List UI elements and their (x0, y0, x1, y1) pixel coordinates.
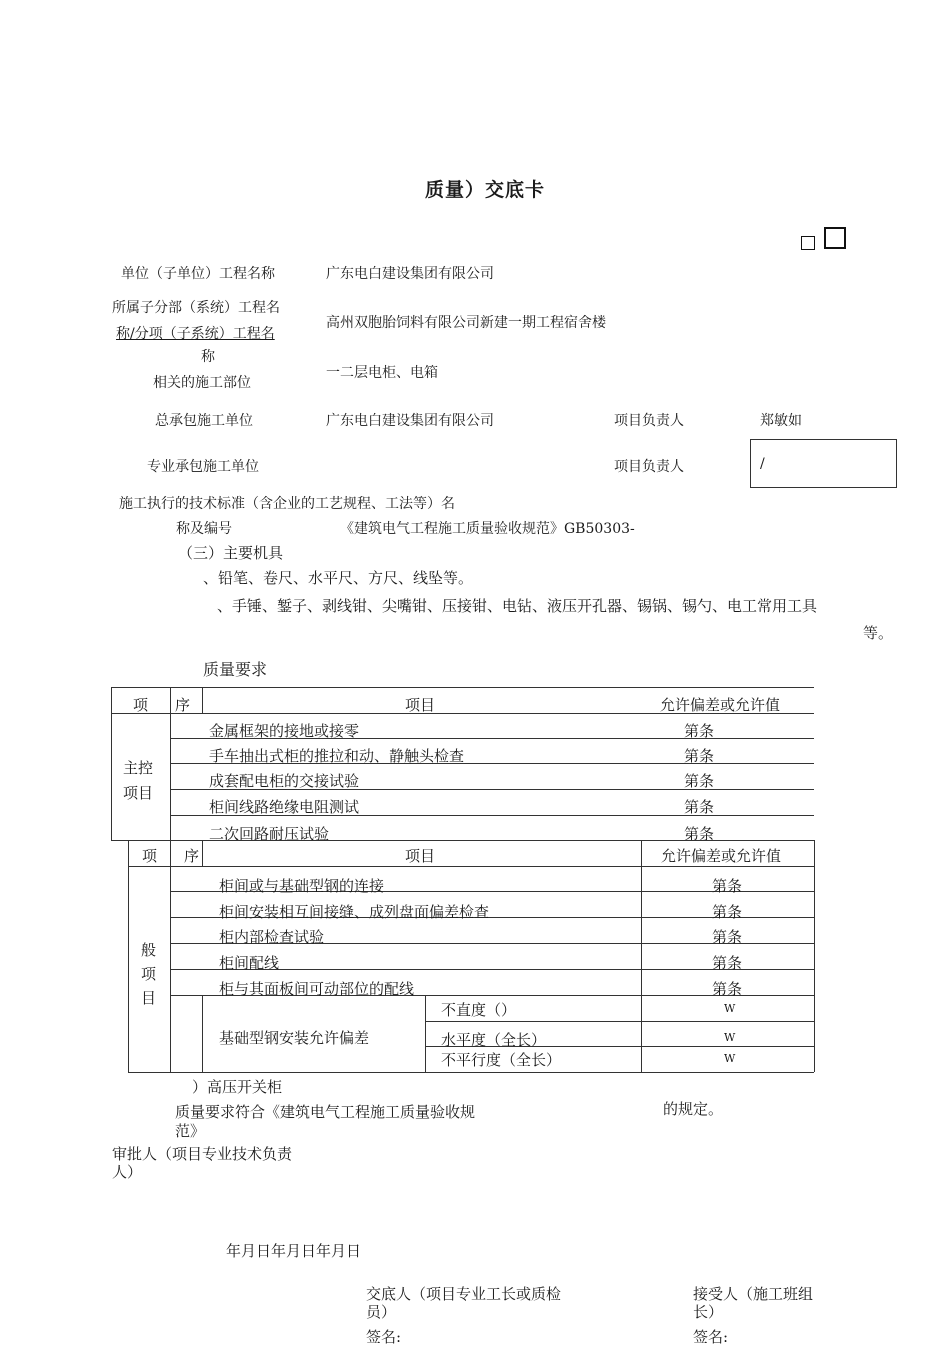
sub-row-name: 不直度（） (441, 1001, 517, 1019)
sub-row-name: 水平度（全长） (441, 1031, 547, 1049)
leader-2-box (750, 439, 897, 488)
general-row-allow: 第条 (712, 903, 743, 921)
general-header-item: 项 (142, 847, 158, 865)
checkbox-large[interactable] (824, 227, 846, 249)
general-header-seq: 序 (184, 847, 200, 865)
unit-value: 广东电白建设集团有限公司 (326, 266, 494, 282)
hv-cabinet: ）高压开关柜 (192, 1078, 283, 1096)
receiver-sign: 签名: (693, 1328, 729, 1346)
general-contractor-label: 总承包施工单位 (155, 413, 253, 429)
project-leader-label-1: 项目负责人 (614, 413, 684, 429)
general-row-allow: 第条 (712, 877, 743, 895)
general-row-allow: 第条 (712, 928, 743, 946)
sub-label-line1: 所属子分部（系统）工程名 (112, 300, 280, 316)
main-row-allow: 第条 (684, 825, 715, 843)
sub-row-allow: W (724, 1031, 736, 1044)
requirement-line1: 质量要求符合《建筑电气工程施工质量验收规 (175, 1103, 476, 1121)
tools-heading: （三）主要机具 (178, 544, 284, 562)
main-row-project: 二次回路耐压试验 (209, 825, 330, 843)
general-group-line1: 般 (141, 941, 157, 959)
special-contractor-label: 专业承包施工单位 (147, 459, 259, 475)
receiver-line1: 接受人（施工班组 (693, 1285, 814, 1303)
general-row-project: 柜间配线 (219, 954, 280, 972)
discloser-line1: 交底人（项目专业工长或质检 (366, 1285, 562, 1303)
checkbox-small[interactable] (801, 236, 815, 250)
approver-line1: 审批人（项目专业技术负责 (112, 1145, 293, 1163)
part-label: 相关的施工部位 (153, 375, 251, 391)
sub-label-line3: 称 (201, 349, 215, 365)
tools-line2: 、手锤、錾子、剥线钳、尖嘴钳、压接钳、电钻、液压开孔器、锡锅、锡勺、电工常用工具 (217, 597, 818, 615)
project-leader-value-2: / (760, 456, 765, 472)
dates-line: 年月日年月日年月日 (226, 1242, 362, 1260)
project-leader-value-1: 郑敏如 (760, 413, 802, 429)
main-group-line1: 主控 (123, 759, 154, 777)
main-group-line2: 项目 (123, 784, 154, 802)
requirement-tail: 的规定。 (663, 1100, 724, 1118)
sub-row-allow: W (724, 1052, 736, 1065)
standard-label-line2: 称及编号 (176, 521, 232, 537)
general-header-project: 项目 (405, 847, 436, 865)
general-row-project: 柜间或与基础型钢的连接 (219, 877, 385, 895)
sub-label-line2: 称/分项（子系统）工程名 (116, 326, 275, 342)
standard-label-line1: 施工执行的技术标准（含企业的工艺规程、工法等）名 (119, 496, 455, 512)
page-title: 质量）交底卡 (425, 179, 546, 201)
main-header-project: 项目 (405, 696, 436, 714)
main-row-allow: 第条 (684, 798, 715, 816)
main-row-allow: 第条 (684, 772, 715, 790)
general-row-project: 柜间安装相互间接缝、成列盘面偏差检查 (219, 903, 490, 921)
tools-line1: 、铅笔、卷尺、水平尺、方尺、线坠等。 (203, 569, 474, 587)
general-group-line3: 目 (141, 989, 157, 1007)
main-row-project: 手车抽出式柜的推拉和动、静触头检查 (209, 747, 465, 765)
general-row-allow: 第条 (712, 954, 743, 972)
main-row-allow: 第条 (684, 747, 715, 765)
approver-line2: 人） (112, 1163, 143, 1181)
main-row-project: 柜间线路绝缘电阻测试 (209, 798, 360, 816)
general-row-project: 柜与其面板间可动部位的配线 (219, 980, 415, 998)
general-row-allow: 第条 (712, 980, 743, 998)
receiver-line2: 长） (693, 1303, 724, 1321)
sub-value: 高州双胞胎饲料有限公司新建一期工程宿舍楼 (326, 315, 606, 331)
general-header-allow: 允许偏差或允许值 (661, 847, 782, 865)
tools-line3: 等。 (863, 624, 894, 642)
main-header-item: 项 (133, 696, 149, 714)
general-group-line2: 项 (141, 965, 157, 983)
part-value: 一二层电柜、电箱 (326, 365, 438, 381)
main-row-project: 成套配电柜的交接试验 (209, 772, 360, 790)
main-header-seq: 序 (175, 696, 191, 714)
main-header-allow: 允许偏差或允许值 (660, 696, 781, 714)
discloser-line2: 员） (366, 1303, 397, 1321)
main-row-project: 金属框架的接地或接零 (209, 722, 360, 740)
general-row-project: 柜内部检查试验 (219, 928, 325, 946)
project-leader-label-2: 项目负责人 (614, 459, 684, 475)
unit-label: 单位（子单位）工程名称 (121, 266, 275, 282)
sub-row-allow: W (724, 1002, 736, 1015)
main-row-allow: 第条 (684, 722, 715, 740)
standard-value: 《建筑电气工程施工质量验收规范》GB50303- (340, 521, 635, 537)
base-steel-label: 基础型钢安装允许偏差 (219, 1029, 370, 1047)
discloser-sign: 签名: (366, 1328, 402, 1346)
general-contractor-value: 广东电白建设集团有限公司 (326, 413, 494, 429)
requirement-line2: 范》 (175, 1122, 206, 1140)
quality-heading: 质量要求 (203, 660, 268, 679)
sub-row-name: 不平行度（全长） (441, 1051, 562, 1069)
